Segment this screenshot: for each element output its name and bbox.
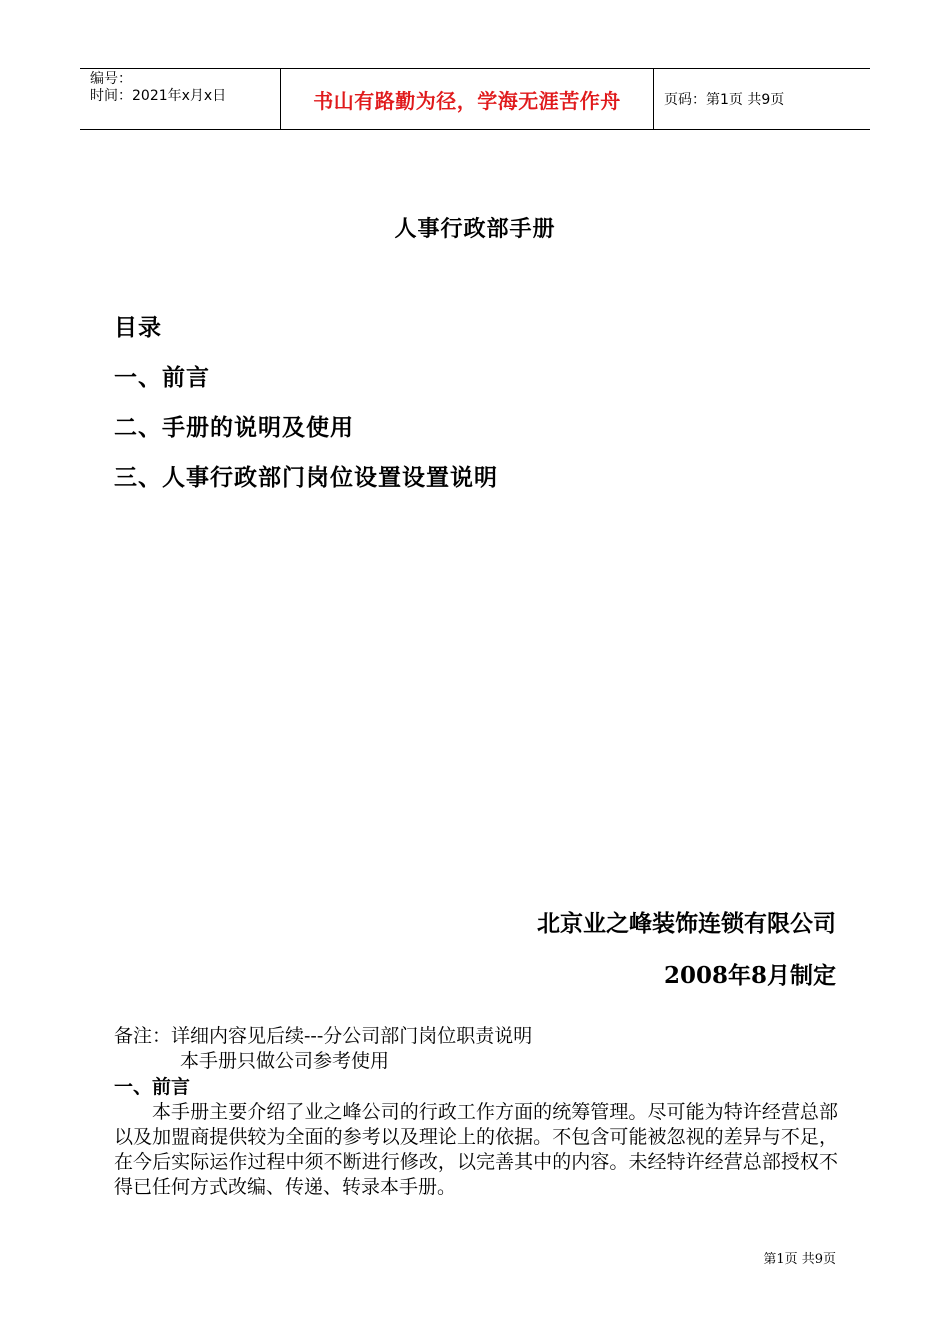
header-page-info: 页码：第1页 共9页 <box>664 92 785 108</box>
issue-date: 2008年8月制定 <box>663 962 836 989</box>
header-motto: 书山有路勤为径，学海无涯苦作舟 <box>313 88 621 113</box>
document-number-label: 编号： <box>90 71 132 87</box>
note-line: 备注：详细内容见后续---分公司部门岗位职责说明 <box>114 1025 533 1047</box>
toc-item: 一、前言 <box>114 364 210 391</box>
toc-item: 二、手册的说明及使用 <box>114 414 354 441</box>
toc-item: 三、人事行政部门岗位设置设置说明 <box>114 464 498 491</box>
section-heading: 一、前言 <box>114 1076 191 1098</box>
note-line: 本手册只做公司参考使用 <box>180 1050 390 1072</box>
section-paragraph: 本手册主要介绍了业之峰公司的行政工作方面的统筹管理。尽可能为特许经营总部以及加盟商提供较为全面的参考以及理论上的依据。不包含可能被忽视的差异与不足，在今后实际运作过程中须不断进行修改，以完善其中的内容。未经特许经营总部授权不得已任何方式改编、传递、转录本手册。 <box>114 1101 838 1198</box>
header-motto-cell <box>281 69 654 129</box>
signoff-block <box>537 908 836 1012</box>
page-footer: 第1页 共9页 <box>763 1252 836 1267</box>
notes-block <box>114 1024 838 1200</box>
header-meta <box>80 69 281 129</box>
toc-heading: 目录 <box>114 314 162 341</box>
document-date-label: 时间：2021年x月x日 <box>90 88 227 104</box>
header-page-cell <box>654 69 870 129</box>
company-name: 北京业之峰装饰连锁有限公司 <box>537 910 836 937</box>
table-of-contents <box>114 312 498 512</box>
document-title: 人事行政部手册 <box>394 216 556 242</box>
page-header <box>80 68 870 130</box>
